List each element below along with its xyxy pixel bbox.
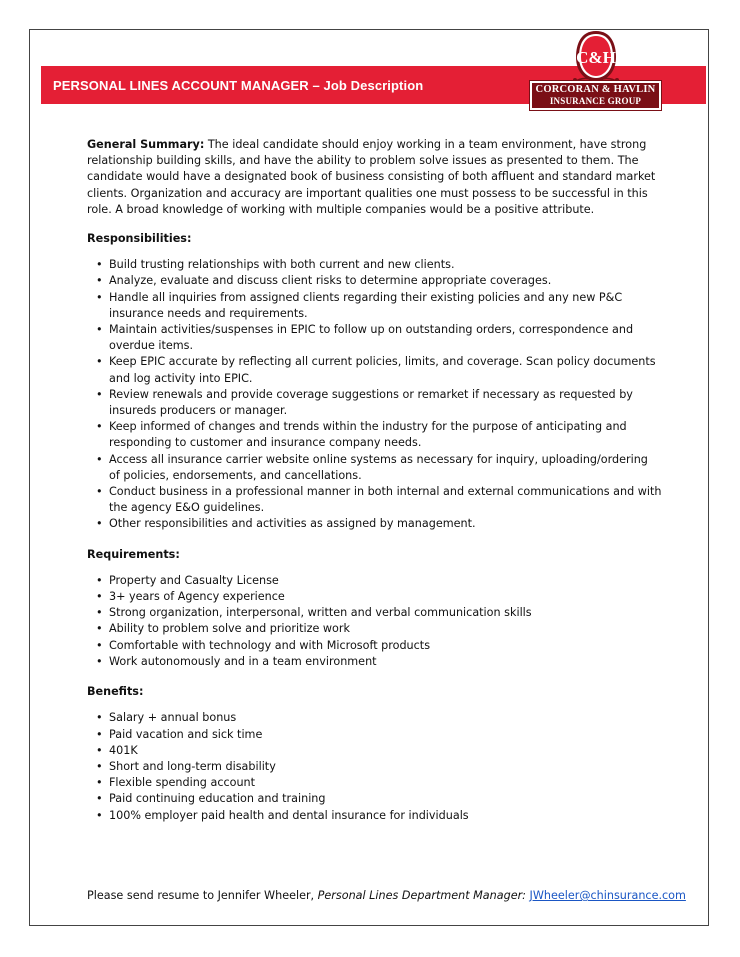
list-item: • 401K — [87, 743, 662, 759]
list-item: • Access all insurance carrier website online systems as necessary for inquiry, uploading/ordering of policies, endorsements, and cancellations. — [87, 452, 662, 484]
list-item: • Keep informed of changes and trends within the industry for the purpose of anticipating and responding to customer and insurance company needs. — [87, 419, 662, 451]
list-item: • Keep EPIC accurate by reflecting all current policies, limits, and coverage. Scan policy documents and log activity into EPIC. — [87, 354, 662, 386]
footer-prefix: Please send resume to Jennifer Wheeler, — [87, 889, 318, 902]
list-item: • Handle all inquiries from assigned clients regarding their existing policies and any new P&C insurance needs and requirements. — [87, 290, 662, 322]
list-item: • Ability to problem solve and prioritize work — [87, 621, 662, 637]
list-item: • Build trusting relationships with both current and new clients. — [87, 257, 662, 273]
contact-email-link[interactable]: JWheeler@chinsurance.com — [529, 889, 686, 902]
summary-text: The ideal candidate should enjoy working in a team environment, have strong relationship building skills, and have the ability to problem solve issues as presented to them. The candidate would have a designated book of business consisting of both affluent and standard market clients. Organization and accuracy are important qualities one must possess to be successful in this role. A broad knowledge of working with multiple companies would be a positive attribute. — [87, 138, 656, 216]
list-item: • Review renewals and provide coverage suggestions or remarket if necessary as requested by insureds producers or manager. — [87, 387, 662, 419]
benefits-heading: Benefits: — [87, 685, 144, 699]
list-item: • Maintain activities/suspenses in EPIC to follow up on outstanding orders, correspondence and overdue items. — [87, 322, 662, 354]
list-item: • Work autonomously and in a team environment — [87, 654, 662, 670]
monogram-emblem-icon — [572, 30, 620, 84]
responsibilities-heading: Responsibilities: — [87, 232, 192, 246]
company-logo — [529, 30, 662, 112]
logo-company-subname: INSURANCE GROUP — [549, 96, 642, 106]
logo-company-name: CORCORAN & HAVLIN — [535, 84, 656, 95]
page-title: PERSONAL LINES ACCOUNT MANAGER – Job Description — [53, 78, 424, 93]
list-item: • Other responsibilities and activities as assigned by management. — [87, 516, 662, 532]
document-body — [87, 137, 662, 824]
list-item: • Short and long-term disability — [87, 759, 662, 775]
responsibilities-list — [87, 257, 662, 532]
list-item: • Analyze, evaluate and discuss client risks to determine appropriate coverages. — [87, 273, 662, 289]
general-summary — [87, 137, 662, 218]
logo-wordmark — [529, 80, 662, 111]
list-item: • Flexible spending account — [87, 775, 662, 791]
list-item: • Strong organization, interpersonal, written and verbal communication skills — [87, 605, 662, 621]
list-item: • Paid continuing education and training — [87, 791, 662, 807]
summary-label: General Summary: — [87, 138, 205, 151]
requirements-list — [87, 573, 662, 670]
list-item: • Paid vacation and sick time — [87, 727, 662, 743]
list-item: • Property and Casualty License — [87, 573, 662, 589]
list-item: • Salary + annual bonus — [87, 710, 662, 726]
benefits-list — [87, 710, 662, 823]
requirements-heading: Requirements: — [87, 547, 180, 561]
list-item: • Conduct business in a professional manner in both internal and external communications and with the agency E&O guidelines. — [87, 484, 662, 516]
list-item: • 3+ years of Agency experience — [87, 589, 662, 605]
contact-footer — [87, 888, 687, 904]
list-item: • Comfortable with technology and with Microsoft products — [87, 638, 662, 654]
contact-role: Personal Lines Department Manager: — [317, 889, 526, 902]
logo-monogram: C&H — [576, 48, 616, 67]
list-item: • 100% employer paid health and dental insurance for individuals — [87, 808, 662, 824]
